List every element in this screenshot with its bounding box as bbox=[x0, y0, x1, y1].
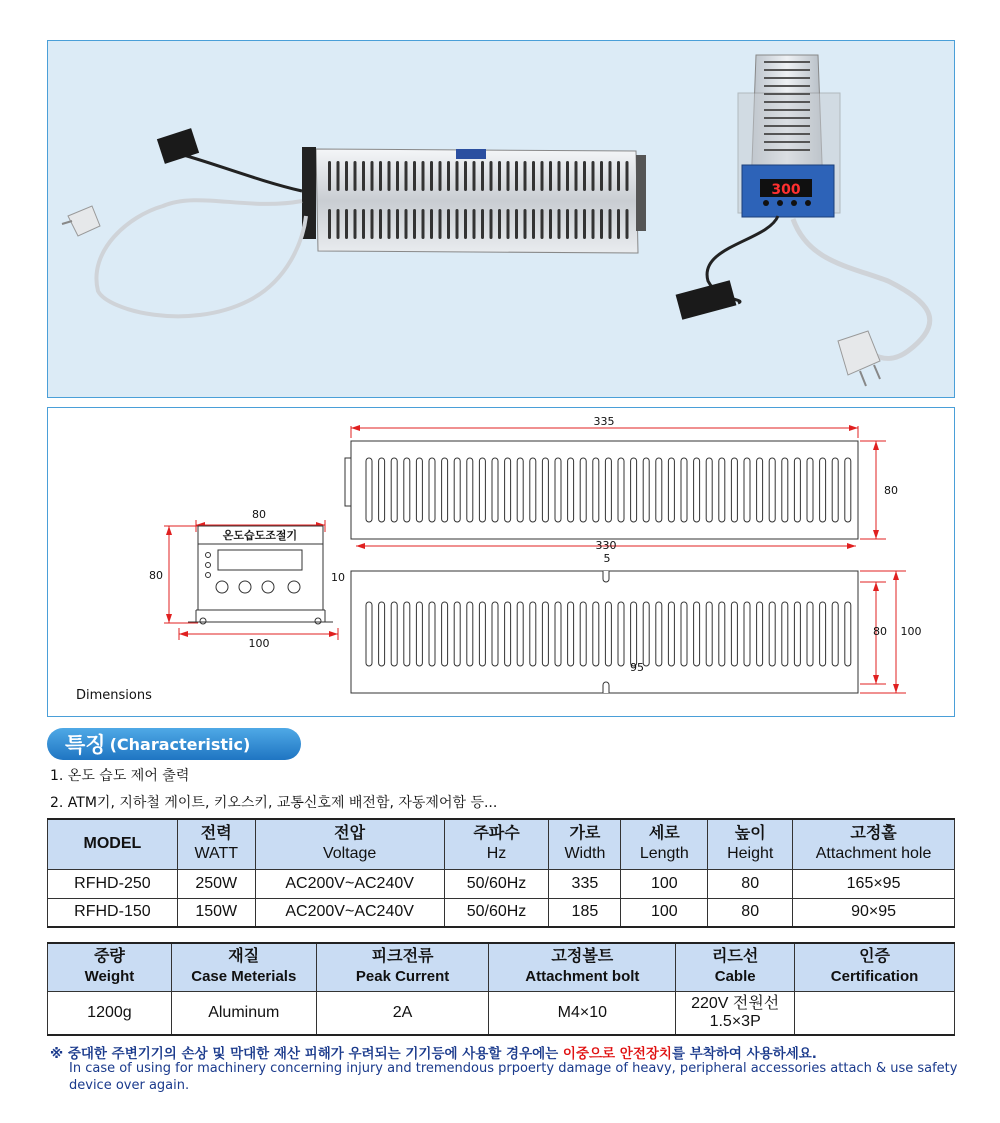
vent-slot bbox=[549, 161, 552, 191]
vent-slot bbox=[490, 209, 493, 239]
col-attachment-bolt: 고정볼트 Attachment bolt bbox=[489, 943, 676, 991]
dim-slot-offset: 5 bbox=[603, 552, 611, 565]
col-length: 세로 Length bbox=[621, 819, 708, 869]
col-height: 높이 Height bbox=[708, 819, 793, 869]
vent-slot bbox=[379, 209, 382, 239]
vent-slot bbox=[388, 209, 391, 239]
vent-slot bbox=[764, 85, 810, 87]
vent-slot bbox=[345, 209, 348, 239]
vent-slot bbox=[558, 209, 561, 239]
heater-vertical bbox=[738, 55, 840, 217]
vent-slot bbox=[626, 161, 629, 191]
vent-slot bbox=[515, 209, 518, 239]
vent-slot bbox=[439, 161, 442, 191]
dim-top-length: 335 bbox=[593, 415, 615, 428]
dimensions-title: Dimensions bbox=[76, 688, 152, 703]
vent-slot bbox=[764, 109, 810, 111]
col-width: 가로 Width bbox=[549, 819, 621, 869]
vent-slot bbox=[626, 209, 629, 239]
col-cable: 리드선 Cable bbox=[676, 943, 795, 991]
vent-slot bbox=[609, 161, 612, 191]
dim-ctrl-base: 100 bbox=[248, 637, 270, 650]
vent-slot bbox=[371, 209, 374, 239]
cell-watt: 150W bbox=[177, 898, 255, 927]
vent-slot bbox=[447, 209, 450, 239]
vent-slot bbox=[447, 161, 450, 191]
vent-slot bbox=[345, 161, 348, 191]
cell-voltage: AC200V~AC240V bbox=[255, 898, 444, 927]
cell-weight: 1200g bbox=[48, 991, 172, 1035]
cell-width: 335 bbox=[549, 869, 621, 898]
vent-slot bbox=[473, 209, 476, 239]
vent-slot bbox=[764, 149, 810, 151]
table-row bbox=[48, 869, 955, 898]
vent-slot bbox=[592, 209, 595, 239]
cell-material: Aluminum bbox=[171, 991, 316, 1035]
cell-watt: 250W bbox=[177, 869, 255, 898]
dim-bottom-length: 330 bbox=[595, 539, 617, 552]
vent-slot bbox=[524, 209, 527, 239]
vent-slot bbox=[541, 209, 544, 239]
vent-slot bbox=[439, 209, 442, 239]
feature-item: 1. 온도 습도 제어 출력 bbox=[50, 768, 190, 784]
table-row bbox=[48, 991, 955, 1035]
vent-slot bbox=[764, 125, 810, 127]
weight-table bbox=[47, 942, 955, 1036]
vent-slot bbox=[764, 77, 810, 79]
cable-line-1: 220V 전원선 bbox=[691, 994, 780, 1012]
vent-slot bbox=[362, 161, 365, 191]
vent-slot bbox=[481, 209, 484, 239]
characteristic-title-en: (Characteristic) bbox=[109, 734, 251, 754]
vent-slot bbox=[549, 209, 552, 239]
vent-slot bbox=[524, 161, 527, 191]
cell-height: 80 bbox=[708, 869, 793, 898]
vent-slot bbox=[764, 61, 810, 63]
warning-korean bbox=[50, 1042, 817, 1062]
vent-slot bbox=[507, 161, 510, 191]
vent-slot bbox=[430, 209, 433, 239]
dim-ctrl-width: 80 bbox=[252, 508, 266, 521]
vent-slot bbox=[609, 209, 612, 239]
vent-slot bbox=[566, 209, 569, 239]
vent-slot bbox=[600, 209, 603, 239]
vent-slot bbox=[507, 209, 510, 239]
dim-inner-height: 80 bbox=[873, 625, 887, 638]
vent-slot bbox=[354, 161, 357, 191]
vent-slot bbox=[600, 161, 603, 191]
cell-width: 185 bbox=[549, 898, 621, 927]
vent-slot bbox=[464, 209, 467, 239]
dim-outer-height: 100 bbox=[900, 625, 922, 638]
vent-slot bbox=[422, 161, 425, 191]
vent-slot bbox=[422, 209, 425, 239]
cell-peak-current: 2A bbox=[316, 991, 489, 1035]
vent-slot bbox=[354, 209, 357, 239]
cell-voltage: AC200V~AC240V bbox=[255, 869, 444, 898]
characteristic-heading bbox=[47, 728, 301, 760]
warning-text: 를 부착하여 사용하세요. bbox=[671, 1046, 817, 1062]
vent-slot bbox=[541, 161, 544, 191]
vent-slot bbox=[456, 161, 459, 191]
cell-hz: 50/60Hz bbox=[444, 869, 549, 898]
vent-slot bbox=[764, 117, 810, 119]
vent-slot bbox=[481, 161, 484, 191]
cell-certification bbox=[795, 991, 955, 1035]
vent-slot bbox=[328, 209, 331, 239]
vent-slot bbox=[498, 161, 501, 191]
vent-slot bbox=[464, 161, 467, 191]
warning-english: In case of using for machinery concerning injury and tremendous prpoerty damage of heavy, peripheral accessories attach & use safety device over again. bbox=[69, 1061, 958, 1093]
vent-slot bbox=[473, 161, 476, 191]
vent-slot bbox=[396, 209, 399, 239]
vent-slot bbox=[337, 161, 340, 191]
vent-slot bbox=[617, 209, 620, 239]
vent-slot bbox=[532, 209, 535, 239]
vent-slot bbox=[583, 161, 586, 191]
vent-slot bbox=[405, 161, 408, 191]
col-voltage: 전압 Voltage bbox=[255, 819, 444, 869]
cell-cable bbox=[676, 991, 795, 1035]
feature-item: 2. ATM기, 지하철 게이트, 키오스키, 교통신호제 배전함, 자동제어함 등... bbox=[50, 795, 498, 811]
product-photo-panel bbox=[47, 40, 955, 398]
vent-slot bbox=[764, 133, 810, 135]
heater-horizontal bbox=[302, 147, 646, 253]
display-readout: 300 bbox=[771, 182, 801, 198]
vent-slot bbox=[515, 161, 518, 191]
characteristic-title-ko: 특징 bbox=[65, 733, 106, 757]
col-peak-current: 피크전류 Peak Current bbox=[316, 943, 489, 991]
col-watt: 전력 WATT bbox=[177, 819, 255, 869]
cell-length: 100 bbox=[621, 869, 708, 898]
dimensions-panel bbox=[47, 407, 955, 717]
warning-highlight: 안전장치 bbox=[619, 1046, 672, 1062]
vent-slot bbox=[592, 161, 595, 191]
vent-slot bbox=[456, 209, 459, 239]
vent-slot bbox=[328, 161, 331, 191]
vent-slot bbox=[413, 161, 416, 191]
vent-slot bbox=[371, 161, 374, 191]
controller-label: 온도습도조절기 bbox=[222, 529, 298, 542]
dimensions-drawing bbox=[48, 408, 953, 715]
cell-hz: 50/60Hz bbox=[444, 898, 549, 927]
cell-model: RFHD-150 bbox=[48, 898, 178, 927]
col-attachment-hole: 고정홀 Attachment hole bbox=[793, 819, 955, 869]
vent-slot bbox=[490, 161, 493, 191]
vent-slot bbox=[764, 141, 810, 143]
warning-highlight: 이중으로 bbox=[562, 1046, 616, 1062]
cell-length: 100 bbox=[621, 898, 708, 927]
vent-slot bbox=[764, 93, 810, 95]
spec-table bbox=[47, 818, 955, 928]
col-material: 재질 Case Meterials bbox=[171, 943, 316, 991]
vent-slot bbox=[388, 161, 391, 191]
vent-slot bbox=[362, 209, 365, 239]
cell-model: RFHD-250 bbox=[48, 869, 178, 898]
vent-slot bbox=[532, 161, 535, 191]
vent-slot bbox=[566, 161, 569, 191]
cell-height: 80 bbox=[708, 898, 793, 927]
dim-ctrl-height: 80 bbox=[149, 569, 163, 582]
vent-slot bbox=[617, 161, 620, 191]
vent-slot bbox=[396, 161, 399, 191]
dim-top-height: 80 bbox=[884, 484, 898, 497]
vent-slot bbox=[379, 161, 382, 191]
vent-slot bbox=[764, 69, 810, 71]
dim-side-offset: 10 bbox=[331, 571, 345, 584]
vent-slot bbox=[405, 209, 408, 239]
vent-slot bbox=[337, 209, 340, 239]
cable-line-2: 1.5×3P bbox=[709, 1012, 761, 1030]
warning-text: ※ 중대한 주변기기의 손상 및 막대한 재산 피해가 우려되는 기기등에 사용할 경우에는 bbox=[50, 1046, 563, 1062]
product-photo bbox=[48, 41, 953, 396]
cell-attachment-hole: 90×95 bbox=[793, 898, 955, 927]
col-hz: 주파수 Hz bbox=[444, 819, 549, 869]
vent-slot bbox=[575, 209, 578, 239]
vent-slot bbox=[430, 161, 433, 191]
vent-slot bbox=[583, 209, 586, 239]
col-certification: 인증 Certification bbox=[795, 943, 955, 991]
vent-slot bbox=[575, 161, 578, 191]
cell-attachment-bolt: M4×10 bbox=[489, 991, 676, 1035]
vent-slot bbox=[498, 209, 501, 239]
col-weight: 중량 Weight bbox=[48, 943, 172, 991]
dim-hole-spacing: 95 bbox=[630, 661, 644, 674]
table-row bbox=[48, 898, 955, 927]
vent-slot bbox=[558, 161, 561, 191]
cell-attachment-hole: 165×95 bbox=[793, 869, 955, 898]
vent-slot bbox=[413, 209, 416, 239]
vent-slot bbox=[764, 101, 810, 103]
col-model: MODEL bbox=[48, 819, 178, 869]
